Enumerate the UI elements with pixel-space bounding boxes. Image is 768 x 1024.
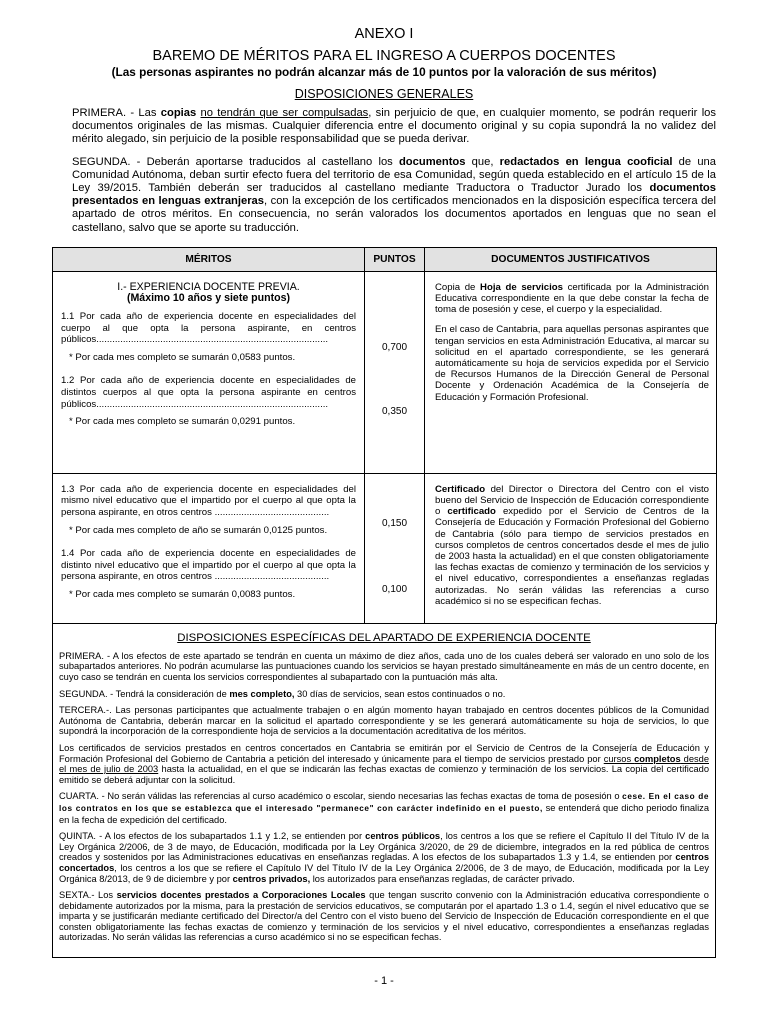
merit-1-1-note: * Por cada mes completo se sumarán 0,0583 puntos. — [69, 351, 296, 363]
text-run: , los centros a los que se refiere el Capítulo II del Título IV de la Ley Orgánica 2/2006, de 3 de mayo, de Educación, modificada por la Ley Orgánica 3/2020, de 29 de diciembre, integrados en la red pública de centros creados y sostenidos por las Administraciones educativas en enseñanzas regladas. A los efectos de los subapartados 1.3 y 1.4, se entienden por — [59, 831, 709, 863]
underlined-run: cursos — [603, 753, 635, 764]
bold-run: centros concertados — [59, 852, 709, 873]
bold-run: centros públicos — [365, 831, 441, 842]
bold-run: redactados en lengua cooficial — [499, 155, 673, 168]
page-number: - 1 - — [374, 975, 394, 987]
bold-run: certificado — [447, 506, 496, 518]
table-row — [53, 271, 717, 473]
text-run: SEGUNDA. - Tendrá la consideración de — [59, 688, 230, 699]
specific-fourth — [59, 791, 709, 825]
merit-1-3: 1.3 Por cada año de experiencia docente en especialidades del mismo nivel educativo que el impartido por el cuerpo al que opta la persona aspirante, en otros centros ........................................... — [61, 483, 356, 519]
text-run: SEXTA.- Los — [59, 890, 117, 901]
bold-run: mes completo, — [229, 688, 295, 699]
text-run: 30 días de servicios, sean estos continuados o no. — [294, 688, 506, 699]
merit-1-2: 1.2 Por cada año de experiencia docente en especialidades de distintos cuerpos al que opta la persona aspirante en centros públicos....................................................................................... — [61, 375, 356, 410]
document-title: BAREMO DE MÉRITOS PARA EL INGRESO A CUERPOS DOCENTES — [152, 48, 616, 64]
specific-sixth — [59, 890, 709, 943]
text-run: , sin perjuicio de que, en cualquier momento, se podrán requerir los documentos originales de las mismas. Cualquier diferencia entre el documento original y su copia supondrá la no validez del mérito alegado, sin perjuicio de la posible responsabilidad que se pueda derivar. — [72, 107, 716, 146]
merit-1-3-note: * Por cada mes completo de año se sumarán 0,0125 puntos. — [69, 524, 328, 536]
specific-fifth — [59, 831, 709, 884]
text-run: expedido por el Servicio de Centros de la Consejería de Educación y Formación Profesional del Gobierno de Cantabria (sólo para tiempo de servicios prestados en cursos completos de centros concertados desde el mes de julio de 2003 hasta la actualidad) en el que consten obligatoriamente las fechas exactas de comienzo y terminación de los servicios y el nivel educativo, correspondientes a enseñanzas regladas autorizadas. No serán válidas las referencias a curso académico si no se especifican fechas. — [435, 506, 709, 607]
bold-run: documentos — [398, 155, 466, 168]
points-1-3: 0,150 — [381, 517, 408, 529]
merits-table — [52, 247, 717, 624]
header-merits: MÉRITOS — [53, 247, 365, 271]
bold-run: servicios docentes prestados a Corporaciones Locales — [116, 890, 366, 901]
documents-cell-other — [425, 473, 717, 623]
points-1-2: 0,350 — [381, 405, 408, 417]
bold-run: Certificado — [435, 483, 486, 495]
text-run: del Director o Directora del Centro con el visto bueno del Servicio de Inspección de Educación correspondiente o — [435, 483, 709, 518]
specific-third: TERCERA.-. Las personas participantes que actualmente trabajen o en algún momento hayan trabajado en centros docentes públicos de la Comunidad Autónoma de Cantabria, deberán marcar en la solicitud el apartado correspondiente y se les generará automáticamente su hoja de servicios, lo que supondrá la incorporación de la correspondiente hoja de servicios a la documentación acreditativa de los méritos. — [59, 705, 709, 737]
bold-run: documentos presentados en lenguas extranjeras — [72, 182, 716, 208]
merits-cell-public — [53, 271, 365, 473]
general-first-provision — [72, 107, 716, 147]
text-run: Los certificados de servicios prestados en centros concertados en Cantabria se emitirán por el Servicio de Centros de la Consejería de Educación y Formación Profesional del Gobierno de Cantabria a petición del interesado y únicamente para el tiempo de servicios prestado por — [59, 742, 709, 764]
annex-label: ANEXO I — [354, 26, 414, 42]
points-cell-other — [365, 473, 425, 623]
text-run: Copia de — [435, 281, 481, 293]
text-run: que, — [465, 155, 500, 168]
points-1-1: 0,700 — [381, 341, 408, 353]
text-run: hasta la actualidad, en el que se indicarán las fechas exactas de comienzo y terminación de los servicios. La copia del certificado emitido se deberá adjuntar con la solicitud. — [59, 764, 709, 785]
underlined-run: desde el mes de julio de 2003 — [59, 753, 709, 775]
general-second-provision — [72, 156, 716, 235]
underlined-run: no tendrán que ser compulsadas — [200, 107, 369, 119]
text-run: se entenderá que dicho periodo finaliza en la fecha de expedición del certificado. — [59, 802, 709, 825]
doc-service-record — [435, 282, 709, 316]
text-run: los autorizados para enseñanzas regladas, de carácter privado. — [310, 873, 575, 884]
document-subtitle: (Las personas aspirantes no podrán alcanzar más de 10 puntos por la valoración de sus méritos) — [111, 65, 657, 79]
doc-center-certificate — [435, 484, 709, 607]
points-1-4: 0,100 — [381, 583, 408, 595]
bold-underlined-run: completos — [634, 753, 681, 764]
group-title: I.- EXPERIENCIA DOCENTE PREVIA. — [117, 280, 300, 293]
specific-first: PRIMERA. - A los efectos de este apartado se tendrán en cuenta un máximo de diez años, cada uno de los cuales deberá ser valorado en uno solo de los subapartados anteriores. No podrán acumularse las puntuaciones cuando los servicios se hayan prestado simultáneamente en más de un centro docente, en cuyo caso se tendrán en cuenta los servicios correspondientes al subapartado con la puntuación más alta. — [59, 650, 709, 683]
doc-cantabria-note: En el caso de Cantabria, para aquellas personas aspirantes que tengan servicios en esta Administración Educativa, al marcar su solicitud en el apartado correspondiente, se les generará automáticamente su hoja de servicios expedida por el Servicio de Recursos Humanos de la Dirección General de Personal Docente y Ordenación Académica de la Consejería de Educación y Formación Profesional. — [435, 324, 709, 403]
specific-second — [59, 689, 709, 700]
text-run: , los centros a los que se refiere el Capítulo IV del Título IV de la Ley Orgánica 2/2006, de 3 de mayo, de Educación, modificada por la Ley Orgánica 8/2013, de 9 de diciembre y por — [59, 862, 709, 884]
text-run: CUARTA. - No serán válidas las referencias al curso académico o escolar, siendo necesarias las fechas exactas de toma de posesión o — [59, 791, 623, 802]
text-run: que tengan suscrito convenio con la Administración educativa correspondiente o debidamente autorizados por la misma, para la prestación de servicios educativos, se computarán por el apartado 1.3 o 1.4, según el nivel educativo que se imparta y se justificarán mediante certificado del Director/a del Centro con el visto bueno del Servicio de Inspección de Educación correspondiente en el que consten obligatoriamente las fechas exactas de comienzo y terminación de los servicios y el nivel educativo, correspondientes a enseñanzas regladas autorizadas. No serán válidas las referencias a curso académico si no se especifican fechas. — [59, 890, 709, 943]
table-row — [53, 473, 717, 623]
header-documents: DOCUMENTOS JUSTIFICATIVOS — [425, 247, 717, 271]
bold-run: Hoja de servicios — [480, 281, 563, 293]
text-run: QUINTA. - A los efectos de los subapartados 1.1 y 1.2, se entienden por — [59, 831, 366, 842]
bold-run: centros privados, — [232, 873, 311, 884]
merit-1-2-note: * Por cada mes completo se sumarán 0,0291 puntos. — [69, 416, 296, 428]
documents-cell-public — [425, 271, 717, 473]
specific-provisions-box — [52, 624, 716, 958]
merits-cell-other — [53, 473, 365, 623]
specific-provisions-heading: DISPOSICIONES ESPECÍFICAS DEL APARTADO DE EXPERIENCIA DOCENTE — [177, 631, 591, 644]
small-bold-run: cese. En el caso de los contratos en los que se establezca que el interesado "permanece" con carácter indefinido en el puesto, — [59, 792, 709, 813]
text-run: PRIMERA. - Las — [72, 107, 161, 119]
text-run: certificada por la Administración Educativa correspondiente en la que debe constar la fecha de toma de posesión y cese, el cuerpo y la especialidad. — [435, 281, 710, 316]
merit-1-4: 1.4 Por cada año de experiencia docente en especialidades de distinto nivel educativo que el impartido por el cuerpo al que opta la persona aspirante, en otros centros ........................................... — [61, 548, 356, 583]
text-run: de una Comunidad Autónoma, deban surtir efecto fuera del territorio de esa Comunidad, según queda establecido en el artículo 15 de la Ley 39/2015. También deberán ser traducidos al castellano mediante Traductora o Traductor Jurado los — [72, 155, 716, 195]
specific-certificates — [59, 743, 709, 785]
merit-1-4-note: * Por cada mes completo se sumarán 0,0083 puntos. — [69, 588, 296, 600]
header-points: PUNTOS — [365, 247, 425, 271]
text-run: SEGUNDA. - Deberán aportarse traducidos al castellano los — [72, 155, 399, 168]
text-run: , con la excepción de los certificados mencionados en la disposición específica tercera del apartado de otros méritos. En consecuencia, no serán valorados los documentos aportados en lenguas que no sean el castellano, salvo que se aporte su traducción. — [72, 195, 716, 234]
group-subtitle: (Máximo 10 años y siete puntos) — [126, 292, 291, 305]
merit-1-1: 1.1 Por cada año de experiencia docente en especialidades del cuerpo al que opta la persona aspirante, en centros públicos....................................................................................... — [61, 311, 356, 346]
general-provisions-heading: DISPOSICIONES GENERALES — [294, 87, 474, 101]
bold-run: copias — [160, 107, 197, 119]
table-header-row — [53, 247, 717, 271]
points-cell-public — [365, 271, 425, 473]
